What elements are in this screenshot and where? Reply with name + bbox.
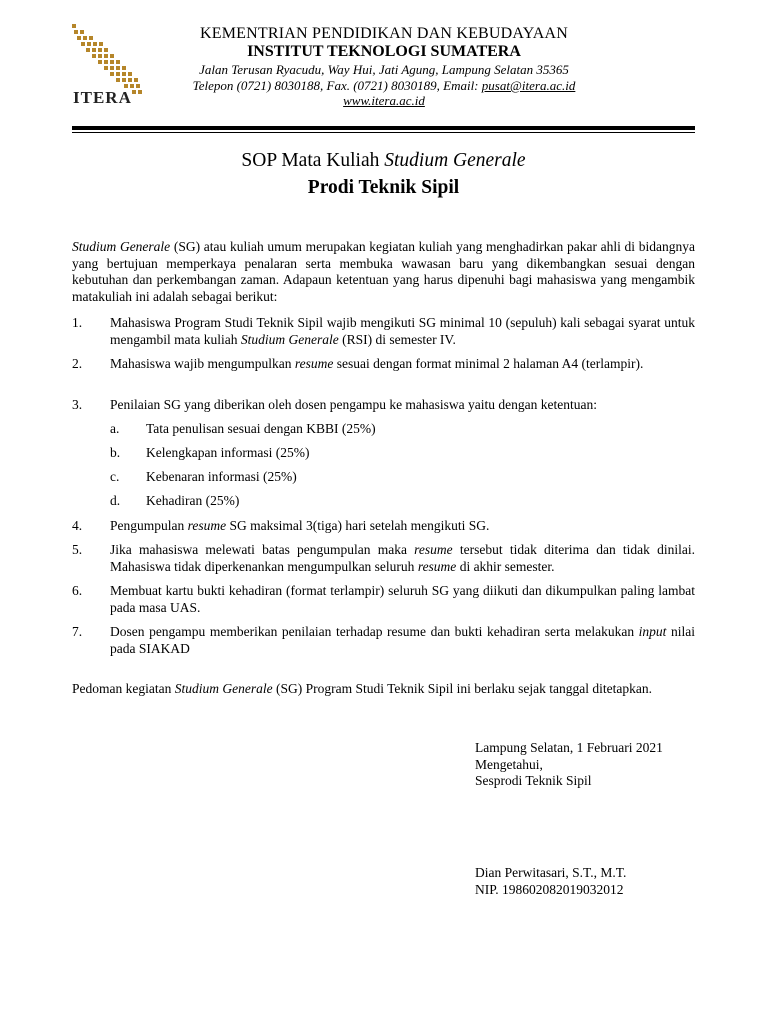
closing-text: (SG) Program Studi Teknik Sipil ini berlaku sejak tanggal ditetapkan. (272, 681, 652, 696)
address-line: Jalan Terusan Ryacudu, Way Hui, Jati Agung, Lampung Selatan 35365 (199, 62, 569, 77)
closing-italic: Studium Generale (174, 681, 273, 696)
item-text: Pengumpulan (110, 518, 188, 533)
place-date: Lampung Selatan, 1 Februari 2021 (475, 740, 663, 755)
item-number: 4. (72, 518, 83, 533)
sub-item-text: Kebenaran informasi (25%) (146, 469, 297, 484)
item-text: di akhir semester. (456, 558, 555, 574)
institute-name: INSTITUT TEKNOLOGI SUMATERA (247, 43, 521, 60)
item-number: 5. (72, 542, 83, 557)
acknowledged-label: Mengetahui, (475, 757, 543, 772)
contact-line (150, 78, 618, 94)
item-italic: resume (294, 356, 334, 371)
item-text: Mahasiswa Program Studi Teknik Sipil wajib mengikuti SG minimal 10 (sepuluh) kali sebagai syarat untuk mengambil mata kuliah (110, 315, 695, 347)
closing-paragraph (72, 681, 695, 698)
intro-paragraph (72, 239, 695, 305)
list-item (110, 518, 695, 535)
item-text: nilai pada SIAKAD (110, 624, 695, 656)
document-title (72, 150, 695, 172)
sub-item-text: Tata penulisan sesuai dengan KBBI (25%) (146, 421, 376, 436)
header-rule-thin (72, 132, 695, 133)
item-italic: resume (417, 558, 457, 574)
ministry-name: KEMENTRIAN PENDIDIKAN DAN KEBUDAYAAN (200, 25, 568, 42)
header-rule-thick (72, 126, 695, 130)
item-italic: resume (414, 542, 453, 557)
logo-wordmark: ITERA (73, 88, 132, 107)
item-text: Jika mahasiswa melewati batas pengumpulan maka (110, 542, 415, 557)
item-text: Mahasiswa wajib mengumpulkan (110, 356, 295, 371)
list-item (110, 315, 695, 348)
item-italic: resume (187, 518, 227, 533)
title-prefix: SOP Mata Kuliah (241, 150, 385, 171)
item-number: 3. (72, 397, 83, 412)
item-italic: Studium Generale (240, 331, 339, 347)
intro-italic: Studium Generale (72, 239, 171, 254)
sub-item-letter: a. (110, 421, 120, 436)
sub-item-text: Kelengkapan informasi (25%) (146, 445, 310, 460)
website-line (150, 93, 618, 109)
list-item (110, 542, 695, 575)
sub-item-letter: b. (110, 445, 121, 460)
signatory-nip: NIP. 198602082019032012 (475, 882, 624, 897)
item-number: 7. (72, 624, 83, 639)
signatory-role: Sesprodi Teknik Sipil (475, 773, 592, 788)
title-italic: Studium Generale (384, 150, 526, 171)
item-text: Dosen pengampu memberikan penilaian terhadap resume dan bukti kehadiran serta melakukan (110, 624, 639, 639)
website-link[interactable]: www.itera.ac.id (343, 93, 425, 108)
closing-text: Pedoman kegiatan (72, 681, 175, 696)
item-number: 2. (72, 356, 83, 371)
document-subtitle: Prodi Teknik Sipil (307, 177, 460, 198)
list-item (110, 624, 695, 657)
intro-text: (SG) atau kuliah umum merupakan kegiatan kuliah yang menghadirkan pakar ahli di bidangnya yang bertujuan memperkaya penalaran serta membuka wawasan baru yang dikembangkan sesuai dengan kebutuhan dan perkembangan zaman. Adapaun ketentuan yang harus dipenuhi bagi mahasiswa yang mengambik matakuliah ini adalah sebagai berikut: (72, 239, 695, 304)
item-italic: input (638, 624, 667, 639)
item-text: SG maksimal 3(tiga) hari setelah mengikuti SG. (226, 518, 490, 533)
item-text: tersebut tidak diterima dan tidak dinilai. Mahasiswa tidak diperkenankan mengumpulkan seluruh (110, 542, 695, 574)
item-number: 6. (72, 583, 83, 598)
email-link[interactable]: pusat@itera.ac.id (481, 78, 576, 93)
item-text: (RSI) di semester IV. (338, 331, 456, 347)
sub-item-letter: d. (110, 493, 121, 508)
list-item: Membuat kartu bukti kehadiran (format terlampir) seluruh SG yang diikuti dan dikumpulkan paling lambat pada masa UAS. (110, 583, 695, 615)
list-item (110, 356, 695, 373)
list-item: Penilaian SG yang diberikan oleh dosen pengampu ke mahasiswa yaitu dengan ketentuan: (110, 397, 597, 412)
sub-item-letter: c. (110, 469, 120, 484)
item-number: 1. (72, 315, 83, 330)
sub-item-text: Kehadiran (25%) (146, 493, 240, 508)
phone-fax-text: Telepon (0721) 8030188, Fax. (0721) 8030189, Email: (192, 78, 482, 93)
item-text: sesuai dengan format minimal 2 halaman A4 (terlampir). (333, 356, 644, 371)
signatory-name: Dian Perwitasari, S.T., M.T. (475, 865, 627, 880)
